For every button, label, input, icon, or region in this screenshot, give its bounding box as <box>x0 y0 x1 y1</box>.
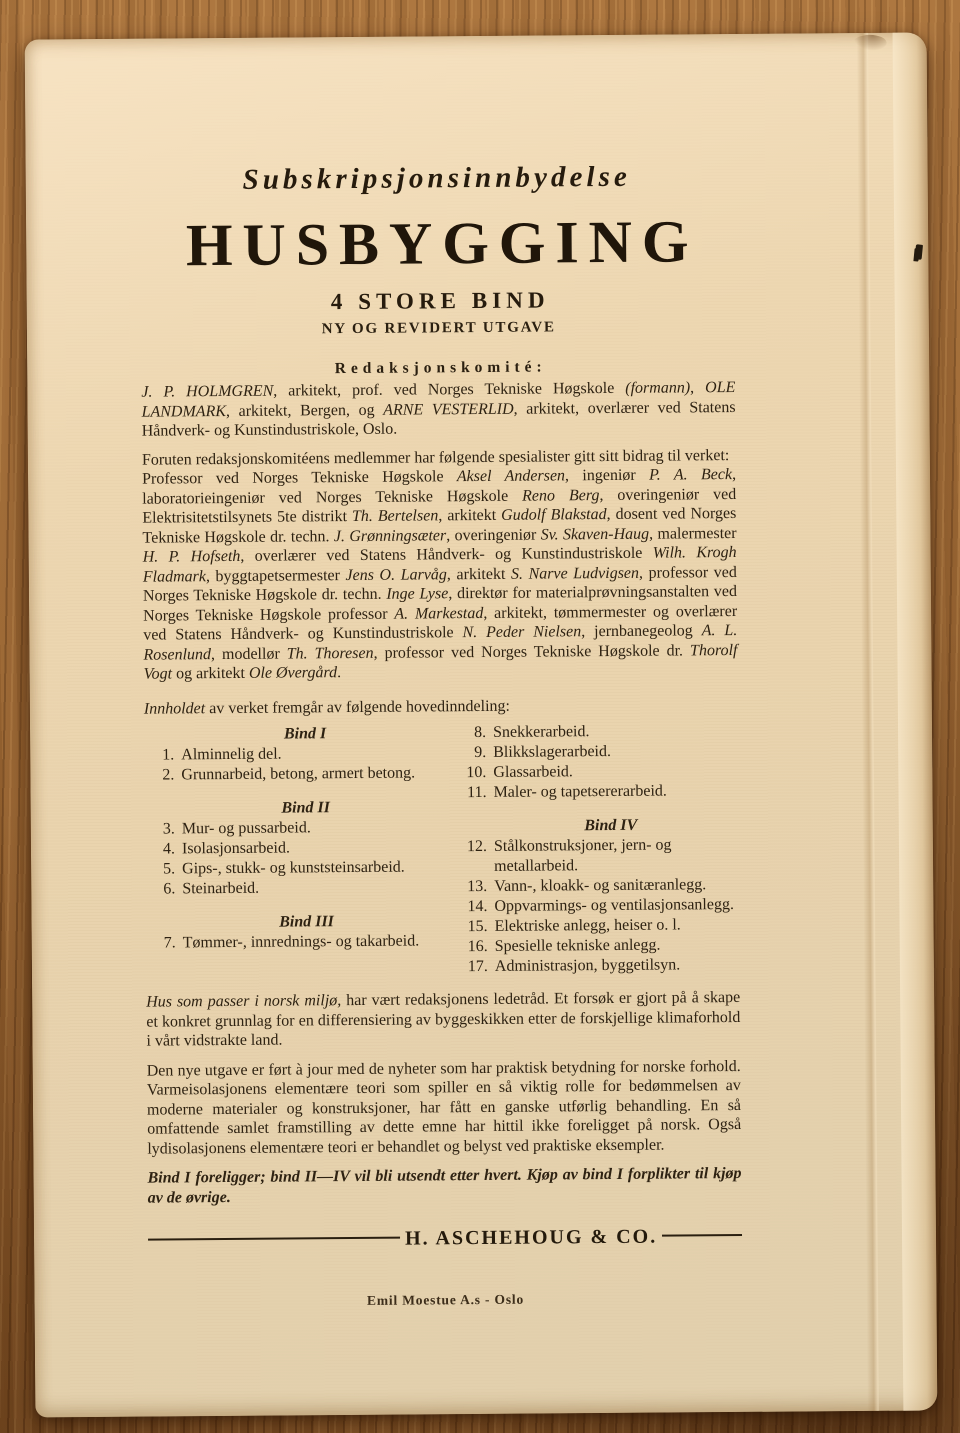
toc-item-label: Alminnelig del. <box>181 745 282 764</box>
toc-item-label: Grunnarbeid, betong, armert betong. <box>181 764 416 784</box>
toc-item <box>456 741 738 763</box>
jacket-right-edge <box>893 32 938 1410</box>
toc-item-label: Administrasjon, byggetilsyn. <box>494 956 681 975</box>
volumes-line: 4 STORE BIND <box>330 287 550 315</box>
toc-volume-heading: Bind II <box>281 799 330 817</box>
toc-item-label: Isolasjonsarbeid. <box>181 839 291 858</box>
toc-item-number: 7. <box>163 934 176 952</box>
toc-item <box>145 877 441 899</box>
toc-item-number: 12. <box>466 837 488 856</box>
toc-item-label: Tømmer-, innrednings- og takarbeid. <box>182 932 420 952</box>
toc-item-label: Gips-, stukk- og kunststeinsarbeid. <box>182 858 405 878</box>
toc-item-number: 11. <box>467 783 487 802</box>
toc-item-label: Vann-, kloakk- og sanitæranlegg. <box>494 876 707 895</box>
jacket-corner-curl <box>853 35 887 51</box>
toc-item-number: 1. <box>162 746 175 764</box>
toc-item <box>456 781 738 803</box>
committee-paragraph: J. P. HOLMGREN, arkitekt, prof. ved Norges Tekniske Høgskole (formann), OLE LANDMARK, arkitekt, Bergen, og ARNE VESTERLID, arkitekt, overlærer ved Statens Håndverk- og Kunstindustriskole, Oslo. <box>141 378 736 440</box>
edition-line: NY OG REVIDERT UTGAVE <box>321 319 556 338</box>
mission-paragraph: Hus som passer i norsk miljø, har vært redaksjonens ledetråd. Et forsøk er gjort på å skape et konkret grunnlag for en differensiering av byggeskikken etter de forskjellige klimaforhold i vårt vidstrakte land. <box>146 988 741 1050</box>
toc-item <box>144 743 440 765</box>
toc-volume-heading: Bind I <box>283 725 327 743</box>
toc-item-number: 13. <box>467 877 488 896</box>
jacket-fold-crease <box>857 33 880 1411</box>
toc-item <box>457 835 739 877</box>
toc-item-number: 14. <box>467 897 488 916</box>
toc-item <box>456 761 738 783</box>
toc-item-label: Steinarbeid. <box>182 879 260 898</box>
toc-volume-heading: Bind IV <box>584 816 638 835</box>
toc-left-column <box>144 723 442 979</box>
toc-item-number: 5. <box>163 860 176 878</box>
partial-letter-mark <box>915 244 923 260</box>
toc-item-number: 16. <box>467 937 488 956</box>
printer-imprint: Emil Moestue A.s - Oslo <box>366 1291 525 1308</box>
toc-item-label: Maler- og tapetsererarbeid. <box>493 782 667 801</box>
toc-item <box>146 931 442 953</box>
toc-item <box>145 857 441 879</box>
contents-intro: Innholdet av verket fremgår av følgende hovedinndeling: <box>143 697 511 718</box>
publisher-rule-left <box>148 1236 400 1240</box>
toc-item-label: Spesielle tekniske anlegg. <box>494 936 661 955</box>
toc-item-label: Elektriske anlegg, heiser o. l. <box>494 916 681 935</box>
toc-item <box>458 935 740 957</box>
publisher-name: H. ASCHEHOUG & CO. <box>404 1225 658 1250</box>
contributors-paragraph: Professor ved Norges Tekniske Høgskole Aksel Andersen, ingeniør P. A. Beck, laboratorieingeniør ved Norges Tekniske Høgskole Reno Berg, overingeniør ved Elektrisitetstilsynets 5te distrikt Th. Bertelsen, arkitekt Gudolf Blakstad, dosent ved Norges Tekniske Høgskole dr. techn. J. Grønningsæter, overingeniør Sv. Skaven-Haug, malermester H. P. Hofseth, overlærer ved Statens Håndverk- og Kunstindustriskole Wilh. Krogh Fladmark, byggtapetsermester Jens O. Larvåg, arkitekt S. Narve Ludvigsen, professor ved Norges Tekniske Høgskole dr. techn. Inge Lyse, direktør for materialprøvningsanstalten ved Norges Tekniske Høgskole professor A. Markestad, arkitekt, tømmermester og overlærer ved Statens Håndverk- og Kunstindustriskole N. Peder Nielsen, jernbanegeolog A. L. Rosenlund, modellør Th. Thoresen, professor ved Norges Tekniske Høgskole dr. Thorolf Vogt og arkitekt Ole Øvergård. <box>141 465 738 683</box>
book-jacket <box>25 32 938 1417</box>
new-edition-paragraph: Den nye utgave er ført à jour med de nyheter som har praktisk betydning for norske forhold. Varmeisolasjonens elementære teori som spiller en så viktig rolle for bedømmelsen av moderne materialer og konstruksjoner, har fått en ganske utførlig behandling. En så omfattende samlet framstilling av dette emne har hittil ikke foreligget på norsk. Også lydisolasjonens elementære teori er behandlet og belyst ved praktiske eksempler. <box>146 1057 742 1158</box>
publisher-row <box>148 1225 742 1253</box>
toc-item <box>457 895 739 917</box>
toc-item <box>458 955 740 977</box>
toc-item-label: Mur- og pussarbeid. <box>181 819 311 838</box>
toc-item-number: 6. <box>163 880 176 898</box>
toc-item-number: 15. <box>467 917 488 936</box>
toc-right-column <box>456 721 740 977</box>
page-title: HUSBYGGING <box>185 208 699 279</box>
toc-item-label: Stålkonstruksjoner, jern- og metallarbeid. <box>493 836 672 875</box>
toc-item-number: 3. <box>162 820 175 838</box>
toc-item-number: 4. <box>162 840 176 858</box>
toc-item <box>144 763 440 785</box>
terms-paragraph: Bind I foreligger; bind II—IV vil bli utsendt etter hvert. Kjøp av bind I forplikter til kjøp av de øvrige. <box>147 1164 742 1207</box>
toc-item <box>145 837 441 859</box>
series-note: Subskripsjonsinnbydelse <box>242 160 631 196</box>
toc-item-number: 8. <box>473 723 487 742</box>
toc-item <box>145 817 441 839</box>
toc-item-label: Snekkerarbeid. <box>492 723 590 741</box>
toc-item-number: 2. <box>162 766 175 784</box>
toc-item-label: Oppvarmings- og ventilasjonsanlegg. <box>494 896 735 915</box>
toc-item <box>458 915 740 937</box>
committee-heading: Redaksjonskomité: <box>334 358 547 378</box>
toc-item-label: Blikkslagerarbeid. <box>493 742 612 761</box>
toc-item <box>456 721 738 743</box>
toc-item <box>457 875 739 897</box>
toc-item-label: Glassarbeid. <box>493 763 573 781</box>
contributors-intro: Foruten redaksjonskomitéens medlemmer har følgende spesialister gitt sitt bidrag til verket: <box>141 446 730 469</box>
table-of-contents <box>144 721 740 980</box>
toc-item-number: 10. <box>466 763 487 782</box>
toc-item-number: 17. <box>467 957 488 976</box>
printed-page <box>139 34 743 1311</box>
publisher-rule-right <box>662 1234 742 1237</box>
toc-item-number: 9. <box>474 743 487 762</box>
toc-volume-heading: Bind III <box>279 913 334 931</box>
